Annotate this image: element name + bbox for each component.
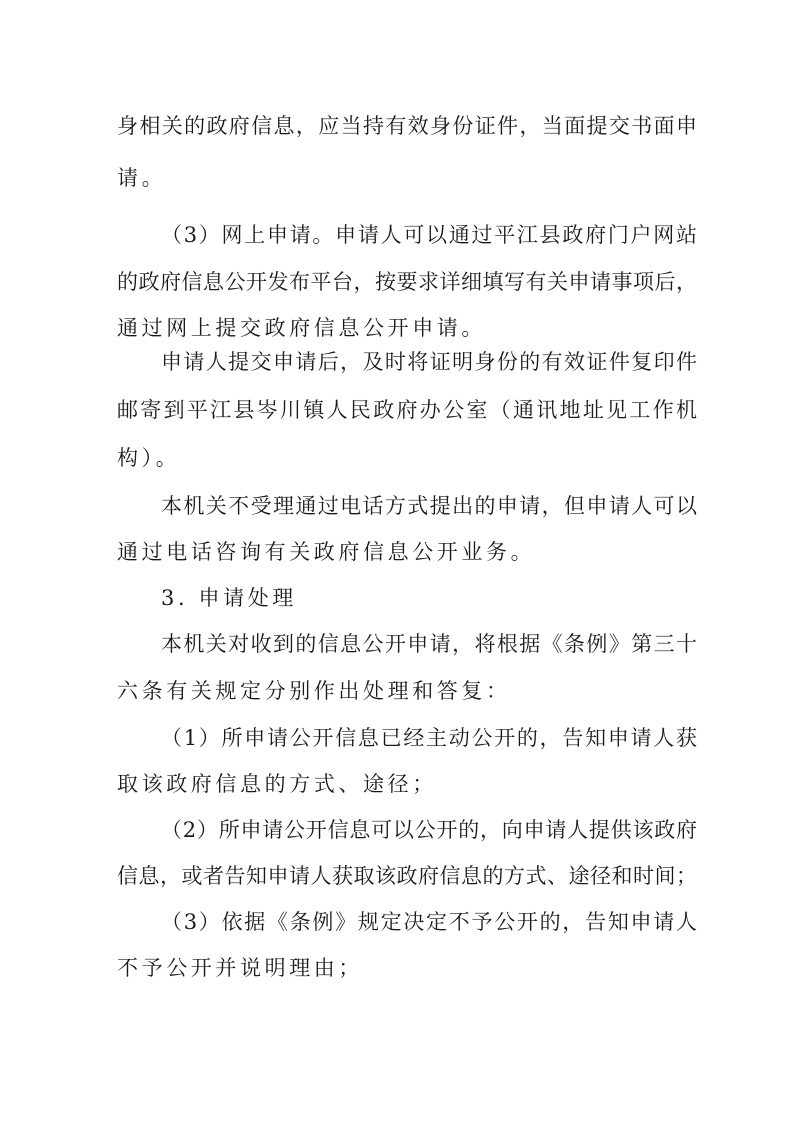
paragraph-line: 申请人提交申请后，及时将证明身份的有效证件复印件 [161, 350, 697, 374]
paragraph-line: （3）依据《条例》规定决定不予公开的，告知申请人 [161, 910, 697, 934]
paragraph-line: 通过网上提交政府信息公开申请。 [117, 316, 486, 340]
paragraph-line: 身相关的政府信息，应当持有效身份证件，当面提交书面申 [117, 114, 697, 138]
paragraph-line: 不予公开并说明理由； [117, 956, 363, 980]
paragraph-line: 六条有关规定分别作出处理和答复： [117, 679, 511, 703]
paragraph-line: 通过电话咨询有关政府信息公开业务。 [117, 540, 536, 564]
paragraph-line: （3）网上申请。申请人可以通过平江县政府门户网站 [161, 223, 697, 247]
paragraph-line: 的政府信息公开发布平台，按要求详细填写有关申请事项后， [117, 270, 697, 294]
paragraph-line: 本机关不受理通过电话方式提出的申请，但申请人可以 [161, 494, 697, 518]
paragraph-line: （1）所申请公开信息已经主动公开的，告知申请人获 [161, 726, 697, 750]
paragraph-line: 本机关对收到的信息公开申请，将根据《条例》第三十 [161, 632, 697, 656]
paragraph-line: 邮寄到平江县岑川镇人民政府办公室（通讯地址见工作机 [117, 398, 697, 422]
paragraph-line: 请。 [117, 166, 167, 190]
paragraph-line: 信息，或者告知申请人获取该政府信息的方式、途径和时间； [117, 864, 697, 888]
paragraph-line: 构）。 [117, 446, 181, 470]
paragraph-line: （2）所申请公开信息可以公开的，向申请人提供该政府 [161, 818, 697, 842]
paragraph-line: 取该政府信息的方式、途径； [117, 772, 437, 796]
section-heading: 3. 申请处理 [161, 586, 297, 610]
